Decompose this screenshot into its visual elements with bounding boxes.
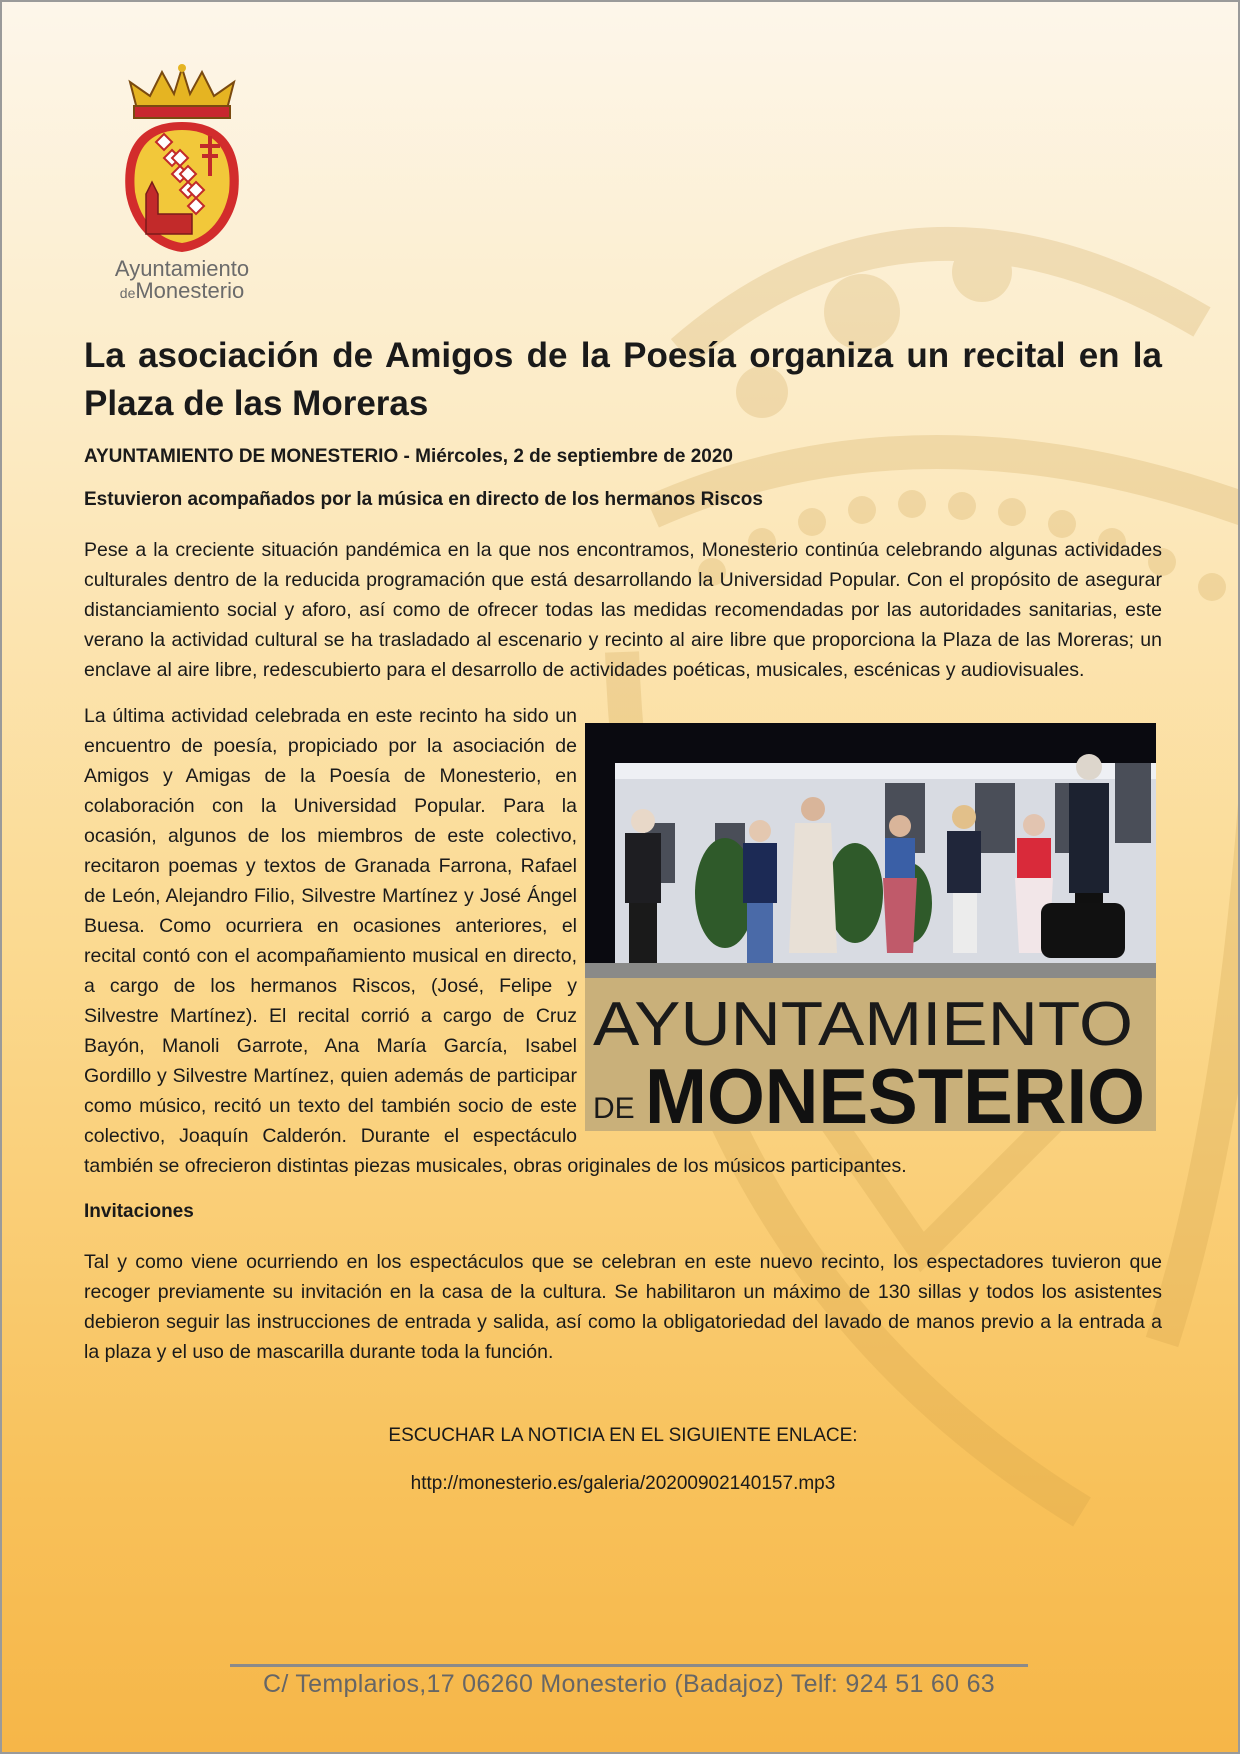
- banner-de: DE: [593, 1092, 635, 1125]
- banner-line-ayuntamiento: AYUNTAMIENTO: [593, 990, 1133, 1059]
- article: [84, 332, 1162, 1521]
- listen-label: ESCUCHAR LA NOTICIA EN EL SIGUIENTE ENLACE:: [388, 1425, 858, 1446]
- article-paragraph-1: Pese a la creciente situación pandémica en la que nos encontramos, Monesterio continúa celebrando algunas actividades culturales dentro de la reducida programación que está desarrollando la Universidad Popular. Con el propósito de asegurar distanciamiento social y aforo, así como de ofrecer todas las medidas recomendadas por las autoridades sanitarias, este verano la actividad cultural se ha trasladado al escenario y recinto al aire libre que proporciona la Plaza de las Moreras; un enclave al aire libre, redescubierto para el desarrollo de actividades poéticas, musicales, escénicas y audiovisuales.: [84, 539, 1162, 681]
- logo-de: de: [119, 285, 136, 301]
- article-paragraph-2: La última actividad celebrada en este recinto ha sido un encuentro de poesía, propiciado por la asociación de Amigos y Amigas de la Poesía de Monesterio, en colaboración con la Universidad Popular. Para la ocasión, algunos de los miembros de este colectivo, recitaron poemas y textos de Granada Farrona, Rafael de León, Alejandro Filio, Silvestre Martínez y José Ángel Buesa. Como ocurriera en ocasiones anteriores, el recital contó con el acompañamiento musical en directo, a cargo de los hermanos Riscos, (José, Felipe y Silvestre Martínez). El recital corrió a cargo de Cruz Bayón, Manoli Garrote, Ana María García, Isabel Gordillo y Silvestre Martínez, quien además de participar como músico, recitó un texto del también socio de este colectivo, Joaquín Calderón. Durante el espectáculo también se ofrecieron distintas piezas musicales, obras originales de los músicos participantes.: [84, 705, 907, 1177]
- recital-photo: [585, 723, 1156, 1131]
- footer-address: C/ Templarios,17 06260 Monesterio (Badajoz) Telf: 924 51 60 63: [262, 1670, 995, 1698]
- article-title: La asociación de Amigos de la Poesía organiza un recital en la Plaza de las Moreras: [84, 336, 1162, 423]
- listen-link[interactable]: http://monesterio.es/galeria/20200902140157.mp3: [410, 1473, 836, 1494]
- logo-line-ayuntamiento: Ayuntamiento: [114, 256, 250, 281]
- municipal-logo: [102, 64, 262, 304]
- coat-of-arms-icon: [112, 64, 252, 254]
- listen-block: [84, 1425, 1162, 1495]
- article-subheadline: Estuvieron acompañados por la música en directo de los hermanos Riscos: [84, 489, 763, 510]
- banner-line-monesterio: MONESTERIO: [645, 1052, 1145, 1131]
- article-paragraph-2-wrapper: [84, 701, 1162, 1181]
- article-paragraph-3: Tal y como viene ocurriendo en los espectáculos que se celebran en este nuevo recinto, los espectadores tuvieron que recoger previamente su invitación en la casa de la cultura. Se habilitaron un máximo de 130 sillas y todos los asistentes debieron seguir las instrucciones de entrada y salida, así como la obligatoriedad del lavado de manos previo a la entrada a la plaza y el uso de mascarilla durante toda la función.: [84, 1251, 1162, 1363]
- logo-line-monesterio: Monesterio: [135, 278, 245, 303]
- footer-divider: [230, 1664, 1028, 1667]
- article-dateline: AYUNTAMIENTO DE MONESTERIO - Miércoles, 2 de septiembre de 2020: [84, 446, 733, 467]
- stage-scene-illustration: [585, 723, 1156, 1131]
- section-title-invitaciones: Invitaciones: [84, 1201, 194, 1222]
